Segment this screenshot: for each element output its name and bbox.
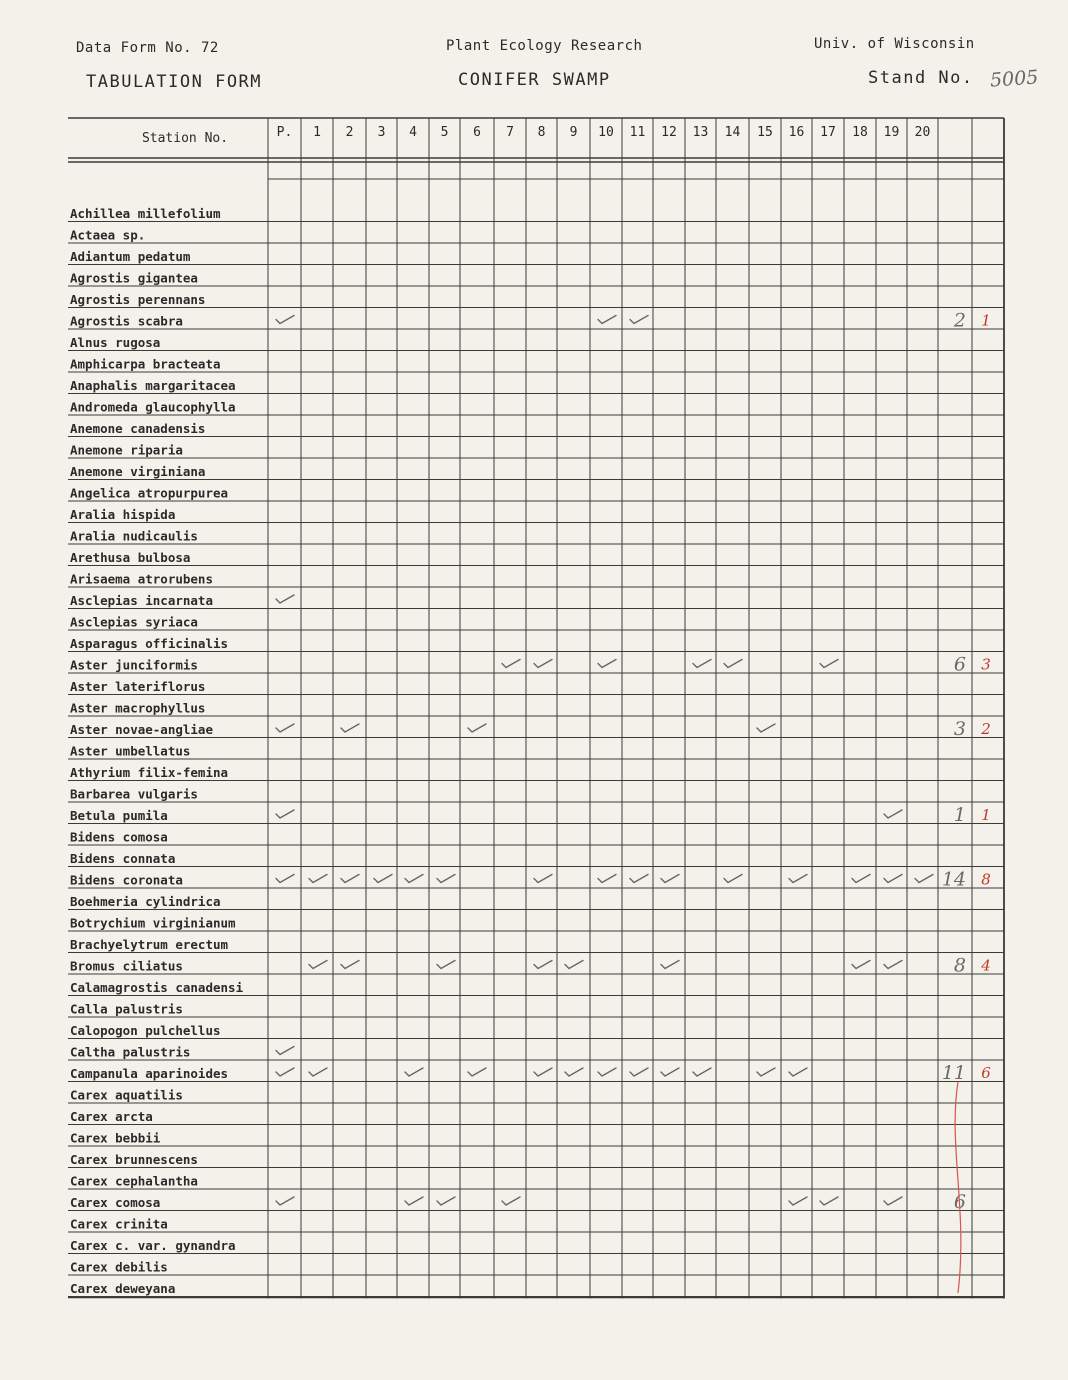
station-total: 11 <box>941 1062 966 1084</box>
species-name: Arisaema atrorubens <box>70 571 213 587</box>
species-name: Anemone virginiana <box>70 464 206 479</box>
species-name: Carex cephalantha <box>70 1173 198 1189</box>
species-name: Betula pumila <box>70 808 168 823</box>
species-row <box>70 869 991 891</box>
species-row <box>70 421 205 436</box>
species-row <box>70 486 228 501</box>
check-mark <box>724 875 742 883</box>
species-row <box>70 1045 294 1060</box>
species-row <box>70 529 198 544</box>
check-mark <box>276 810 294 818</box>
station-total: 1 <box>953 804 966 826</box>
species-name: Carex comosa <box>70 1195 161 1210</box>
species-name: Campanula aparinoides <box>70 1066 229 1081</box>
species-name: Aralia nudicaulis <box>70 528 198 544</box>
species-name: Andromeda glaucophylla <box>70 399 236 415</box>
check-mark <box>724 660 742 668</box>
species-name: Caltha palustris <box>70 1044 191 1060</box>
species-row <box>70 615 198 630</box>
check-mark <box>598 660 616 668</box>
species-row <box>70 335 160 350</box>
species-name: Angelica atropurpurea <box>70 485 229 501</box>
species-name: Bidens coronata <box>70 872 183 888</box>
column-header-7: 7 <box>506 125 514 140</box>
check-mark <box>661 875 679 883</box>
species-row <box>70 1217 168 1232</box>
species-row <box>70 292 205 307</box>
species-row <box>70 1109 153 1124</box>
species-row <box>70 1238 236 1253</box>
column-header-6: 6 <box>473 125 481 140</box>
species-name: Carex crinita <box>70 1216 168 1232</box>
check-mark <box>884 961 902 969</box>
species-row <box>70 1281 175 1296</box>
species-row <box>70 980 244 995</box>
check-mark <box>405 1068 423 1076</box>
check-mark <box>820 1197 838 1205</box>
research-label: Plant Ecology Research <box>446 38 643 54</box>
species-row <box>70 916 236 931</box>
species-row <box>70 550 190 565</box>
column-header-14: 14 <box>724 125 741 140</box>
species-name: Athyrium filix-femina <box>70 765 229 780</box>
check-mark <box>789 875 807 883</box>
species-name: Arethusa bulbosa <box>70 550 191 565</box>
column-header-15: 15 <box>757 125 773 140</box>
species-row <box>70 507 175 522</box>
species-row <box>70 718 991 740</box>
species-row <box>70 464 205 479</box>
column-header-18: 18 <box>852 125 868 140</box>
species-row <box>70 378 236 393</box>
species-name: Anemone riparia <box>70 442 183 458</box>
check-mark <box>598 875 616 883</box>
check-mark <box>276 1068 294 1076</box>
species-name: Bidens connata <box>70 851 176 866</box>
column-header-8: 8 <box>537 125 546 140</box>
species-name: Aster lateriflorus <box>70 679 206 694</box>
species-name: Actaea sp. <box>70 227 146 243</box>
check-mark <box>884 810 902 818</box>
frequency-count: 6 <box>981 1064 991 1082</box>
check-mark <box>502 660 520 668</box>
check-mark <box>630 875 648 883</box>
station-total: 3 <box>953 718 966 740</box>
check-mark <box>661 961 679 969</box>
form-title: TABULATION FORM <box>86 72 263 92</box>
check-mark <box>534 660 552 668</box>
check-mark <box>757 724 775 732</box>
species-row <box>70 1191 966 1213</box>
check-mark <box>630 316 648 324</box>
species-name: Adiantum pedatum <box>70 249 191 264</box>
check-mark <box>276 1197 294 1205</box>
frequency-count: 4 <box>981 956 991 975</box>
species-row <box>70 572 213 587</box>
check-mark <box>405 875 423 883</box>
species-name: Carex c. var. gynandra <box>70 1238 236 1253</box>
species-row <box>70 228 145 243</box>
check-mark <box>341 961 359 969</box>
species-name: Anemone canadensis <box>70 421 206 436</box>
stand-number: 5005 <box>989 66 1040 92</box>
check-mark <box>468 724 486 732</box>
column-header-19: 19 <box>883 125 900 140</box>
species-row <box>70 744 190 759</box>
species-row <box>70 636 228 651</box>
check-mark <box>276 1047 294 1055</box>
check-mark <box>820 660 838 668</box>
species-row <box>70 894 221 909</box>
species-name: Calamagrostis canadensi <box>70 980 244 995</box>
species-row <box>70 1131 161 1146</box>
species-name: Agrostis gigantea <box>70 270 198 286</box>
check-mark <box>341 724 359 732</box>
stand-label: Stand No. <box>868 68 974 88</box>
grid-lines <box>68 118 1004 1299</box>
check-mark <box>405 1197 423 1205</box>
species-rows <box>70 206 991 1296</box>
station-total: 2 <box>953 309 966 332</box>
species-name: Barbarea vulgaris <box>70 786 198 802</box>
column-header-9: 9 <box>569 125 578 140</box>
check-mark <box>437 875 455 883</box>
check-mark <box>884 1197 902 1205</box>
check-mark <box>852 961 870 969</box>
species-name: Boehmeria cylindrica <box>70 894 221 909</box>
column-header-2: 2 <box>345 125 354 140</box>
university-label: Univ. of Wisconsin <box>814 36 975 52</box>
species-row <box>70 1023 221 1038</box>
frequency-count: 8 <box>981 870 991 889</box>
check-mark <box>276 875 294 883</box>
column-header-4: 4 <box>409 125 417 140</box>
species-row <box>70 357 221 372</box>
species-name: Asclepias syriaca <box>70 614 198 630</box>
check-mark <box>534 1068 552 1076</box>
species-row <box>70 830 168 845</box>
check-mark <box>598 1068 616 1076</box>
column-header-17: 17 <box>820 125 836 140</box>
species-row <box>70 206 221 221</box>
species-name: Carex bebbii <box>70 1130 161 1146</box>
species-name: Alnus rugosa <box>70 335 161 350</box>
check-mark <box>915 875 933 883</box>
check-mark <box>852 875 870 883</box>
species-name: Aster macrophyllus <box>70 700 206 716</box>
check-mark <box>276 316 294 324</box>
check-mark <box>884 875 902 883</box>
species-name: Calopogon pulchellus <box>70 1023 221 1038</box>
species-name: Anaphalis margaritacea <box>70 378 236 393</box>
species-name: Carex brunnescens <box>70 1152 198 1167</box>
column-header-10: 10 <box>598 125 614 140</box>
column-headers <box>277 125 931 140</box>
check-mark <box>309 1068 327 1076</box>
column-header-12: 12 <box>661 125 677 140</box>
species-name: Carex debilis <box>70 1259 168 1275</box>
check-mark <box>565 1068 583 1076</box>
species-row <box>70 1062 991 1084</box>
species-row <box>70 804 991 826</box>
species-row <box>70 679 205 694</box>
check-mark <box>309 875 327 883</box>
species-name: Agrostis scabra <box>70 313 183 329</box>
species-row <box>70 249 191 264</box>
species-name: Aralia hispida <box>70 507 176 522</box>
station-total: 6 <box>953 653 966 676</box>
species-row <box>70 851 175 866</box>
species-row <box>70 593 294 608</box>
species-row <box>70 1260 168 1275</box>
check-mark <box>341 875 359 883</box>
species-row <box>70 937 229 952</box>
check-mark <box>693 1068 711 1076</box>
species-name: Agrostis perennans <box>70 292 206 307</box>
species-name: Bidens comosa <box>70 829 168 845</box>
species-row <box>70 271 198 286</box>
species-name: Aster novae-angliae <box>70 722 213 737</box>
species-row <box>70 765 228 780</box>
species-name: Aster junciformis <box>70 657 198 673</box>
species-row <box>70 310 991 332</box>
check-mark <box>468 1068 486 1076</box>
swamp-type: CONIFER SWAMP <box>458 70 611 90</box>
species-name: Carex deweyana <box>70 1281 176 1296</box>
species-name: Carex arcta <box>70 1109 153 1124</box>
species-row <box>70 443 183 458</box>
check-mark <box>309 961 327 969</box>
red-bracket-line <box>955 1082 961 1294</box>
form-number: Data Form No. 72 <box>76 40 219 56</box>
species-row <box>70 654 991 676</box>
check-mark <box>693 660 711 668</box>
check-mark <box>276 595 294 603</box>
station-total: 6 <box>953 1191 966 1213</box>
column-header-5: 5 <box>440 125 449 140</box>
station-total: 14 <box>941 868 966 891</box>
species-name: Brachyelytrum erectum <box>70 937 229 952</box>
column-header-16: 16 <box>788 125 805 140</box>
species-row <box>70 787 198 802</box>
species-name: Amphicarpa bracteata <box>70 356 221 372</box>
species-name: Asparagus officinalis <box>70 636 229 651</box>
check-mark <box>276 724 294 732</box>
species-name: Bromus ciliatus <box>70 958 183 974</box>
check-mark <box>789 1068 807 1076</box>
column-header-20: 20 <box>914 125 931 140</box>
check-mark <box>565 961 583 969</box>
check-mark <box>437 961 455 969</box>
check-mark <box>661 1068 679 1076</box>
column-header-13: 13 <box>692 125 709 140</box>
frequency-count: 2 <box>981 720 991 738</box>
check-mark <box>789 1197 807 1205</box>
species-name: Achillea millefolium <box>70 206 221 221</box>
station-header: Station No. <box>141 131 229 146</box>
species-name: Calla palustris <box>70 1001 183 1017</box>
species-row <box>70 701 205 716</box>
species-name: Botrychium virginianum <box>70 915 236 931</box>
species-row <box>70 400 236 415</box>
column-header-11: 11 <box>629 125 646 140</box>
check-mark <box>598 316 616 324</box>
frequency-count: 1 <box>981 311 991 330</box>
species-row <box>70 955 991 977</box>
column-header-1: 1 <box>313 125 321 140</box>
species-row <box>70 1088 183 1103</box>
station-total: 8 <box>953 954 966 977</box>
check-mark <box>502 1197 520 1205</box>
check-mark <box>374 875 392 883</box>
species-row <box>70 1174 198 1189</box>
column-header-3: 3 <box>377 125 386 140</box>
species-name: Asclepias incarnata <box>70 593 213 608</box>
frequency-count: 1 <box>981 806 991 824</box>
species-name: Aster umbellatus <box>70 743 191 759</box>
check-mark <box>534 961 552 969</box>
species-row <box>70 1152 198 1167</box>
check-mark <box>437 1197 455 1205</box>
check-mark <box>630 1068 648 1076</box>
species-row <box>70 1002 183 1017</box>
check-mark <box>534 875 552 883</box>
species-name: Carex aquatilis <box>70 1087 183 1103</box>
check-mark <box>757 1068 775 1076</box>
column-header-p: P. <box>276 125 293 140</box>
frequency-count: 3 <box>981 655 991 674</box>
